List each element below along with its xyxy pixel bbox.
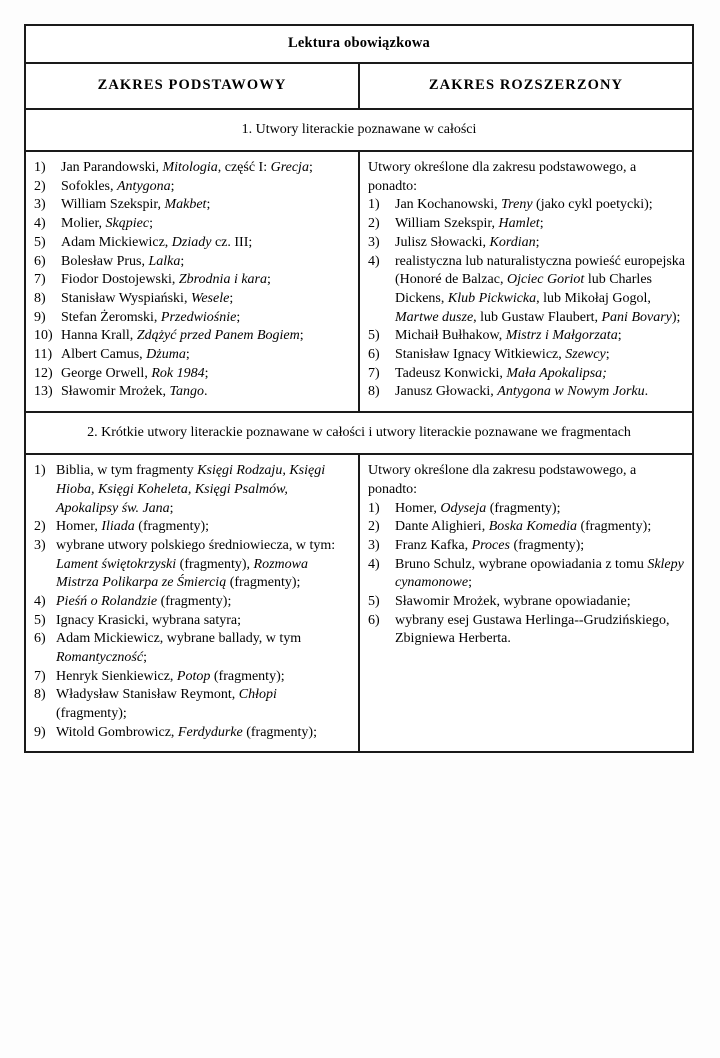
list-item-text: Tadeusz Konwicki, Mała Apokalipsa; [395,365,607,381]
reading-list-item [34,271,351,290]
list-item-marker: 5) [34,234,46,250]
section-heading: 2. Krótkie utwory literackie poznawane w całości i utwory literackie poznawane we fragmentach [25,412,693,454]
list-item-marker: 3) [34,537,46,553]
reading-list-item [368,612,685,649]
reading-list-item [368,383,685,402]
scope-header-row [25,63,693,109]
list-item-text: Henryk Sienkiewicz, Potop (fragmenty); [56,668,285,684]
reading-list-item [34,215,351,234]
list-item-marker: 7) [34,272,46,288]
list-item-marker: 6) [34,631,46,647]
list-item-marker: 2) [368,519,380,535]
list-item-text: Stefan Żeromski, Przedwiośnie; [61,309,241,325]
list-item-text: Janusz Głowacki, Antygona w Nowym Jorku. [395,384,649,400]
list-item-text: wybrane utwory polskiego średniowiecza, w tym: Lament świętokrzyski (fragmenty), Rozmowa Mistrza Polikarpa ze Śmiercią (fragmenty); [56,537,336,591]
list-item-text: Sofokles, Antygona; [61,178,175,194]
reading-list-item [34,159,351,178]
column-header-basic: ZAKRES PODSTAWOWY [25,63,359,109]
reading-list-item [34,462,351,518]
list-item-marker: 8) [368,384,380,400]
reading-list-item [34,178,351,197]
list-item-marker: 3) [34,197,46,213]
reading-list-item [34,630,351,667]
list-item-text: Jan Parandowski, Mitologia, część I: Grecja; [61,160,313,176]
list-item-marker: 6) [368,612,380,628]
list-item-text: Sławomir Mrożek, wybrane opowiadanie; [395,593,631,609]
list-item-marker: 13) [34,384,53,400]
list-item-text: Homer, Odyseja (fragmenty); [395,500,561,516]
lead-text: Utwory określone dla zakresu podstawowego, a ponadto: [368,463,637,497]
list-item-text: Michaił Bułhakow, Mistrz i Małgorzata; [395,328,622,344]
reading-list-item [34,234,351,253]
list-item-text: wybrany esej Gustawa Herlinga--Grudzińskiego, Zbigniewa Herberta. [395,612,670,647]
list-item-text: William Szekspir, Hamlet; [395,216,544,232]
reading-list-item [34,668,351,687]
list-item-text: Ignacy Krasicki, wybrana satyra; [56,612,242,628]
list-item-text: Bruno Schulz, wybrane opowiadania z tomu Sklepy cynamonowe; [395,556,684,591]
list-item-text: George Orwell, Rok 1984; [61,365,209,381]
section-1-extended-cell [359,151,693,412]
reading-list-item [368,537,685,556]
list-item-text: Bolesław Prus, Lalka; [61,253,185,269]
list-item-marker: 4) [368,556,380,572]
list-item-marker: 8) [34,687,46,703]
reading-list-item [34,365,351,384]
list-item-marker: 5) [368,328,380,344]
reading-list [368,196,685,402]
reading-list-item [34,290,351,309]
list-item-marker: 1) [368,500,380,516]
reading-list-item [34,686,351,723]
section-2-extended-cell [359,454,693,752]
list-item-marker: 6) [34,253,46,269]
section-1-content-row [25,151,693,412]
list-item-marker: 2) [34,519,46,535]
list-item-marker: 8) [34,290,46,306]
list-item-marker: 5) [34,612,46,628]
list-item-text: Homer, Iliada (fragmenty); [56,519,210,535]
list-item-text: Jan Kochanowski, Treny (jako cykl poetycki); [395,197,653,213]
list-item-marker: 7) [34,668,46,684]
list-item-text: Adam Mickiewicz, wybrane ballady, w tym Romantyczność; [56,631,302,665]
reading-list-item [34,537,351,593]
list-item-marker: 4) [368,253,380,269]
reading-list-item [368,500,685,519]
section-2-content-row [25,454,693,752]
reading-list-item [34,253,351,272]
section-2-heading-row [25,412,693,454]
list-item-text: Hanna Krall, Zdążyć przed Panem Bogiem; [61,328,304,344]
reading-list-item [34,196,351,215]
reading-list [368,500,685,650]
reading-list-item [34,346,351,365]
list-item-marker: 12) [34,365,53,381]
reading-list-item [368,196,685,215]
reading-list-item [34,309,351,328]
reading-list-item [368,556,685,593]
title-row [25,25,693,63]
list-item-marker: 9) [34,309,46,325]
reading-list [34,159,351,402]
list-item-marker: 4) [34,593,46,609]
reading-list-item [368,346,685,365]
list-item-marker: 11) [34,346,53,362]
reading-list-item [34,724,351,743]
list-item-text: Adam Mickiewicz, Dziady cz. III; [61,234,253,250]
list-item-marker: 10) [34,328,53,344]
list-item-text: Molier, Skąpiec; [61,216,153,232]
list-item-text: Pieśń o Rolandzie (fragmenty); [56,593,232,609]
list-item-text: Stanisław Ignacy Witkiewicz, Szewcy; [395,346,610,362]
section-2-basic-cell [25,454,359,752]
list-item-text: William Szekspir, Makbet; [61,197,211,213]
list-item-text: Witold Gombrowicz, Ferdydurke (fragmenty); [56,724,317,740]
reading-list-item [368,253,685,328]
section-1-heading-row [25,109,693,151]
list-item-marker: 2) [368,216,380,232]
reading-list-item [368,365,685,384]
list-item-marker: 3) [368,234,380,250]
list-item-marker: 6) [368,346,380,362]
reading-list-item [34,383,351,402]
list-item-marker: 1) [34,463,46,479]
list-item-text: Franz Kafka, Proces (fragmenty); [395,537,585,553]
lead-text: Utwory określone dla zakresu podstawowego, a ponadto: [368,160,637,194]
list-item-text: realistyczna lub naturalistyczna powieść europejska (Honoré de Balzac, Ojciec Goriot lub Charles Dickens, Klub Pickwicka, lub Mikołaj Gogol, Martwe dusze, lub Gustaw Flaubert, Pani Bovary); [395,253,685,325]
list-item-text: Władysław Stanisław Reymont, Chłopi (fragmenty); [56,687,277,722]
reading-list-item [34,593,351,612]
reading-list-item [368,234,685,253]
list-item-marker: 3) [368,537,380,553]
document-title: Lektura obowiązkowa [25,25,693,63]
reading-list-item [34,327,351,346]
reading-list-item [34,518,351,537]
table-body [25,25,693,752]
reading-list-item [368,518,685,537]
list-item-marker: 1) [34,160,46,176]
list-item-text: Stanisław Wyspiański, Wesele; [61,290,234,306]
list-item-marker: 9) [34,724,46,740]
reading-list-item [368,593,685,612]
list-item-marker: 5) [368,593,380,609]
list-item-marker: 2) [34,178,46,194]
reading-list [34,462,351,742]
column-header-extended: ZAKRES ROZSZERZONY [359,63,693,109]
section-heading: 1. Utwory literackie poznawane w całości [25,109,693,151]
reading-list-item [368,215,685,234]
list-item-text: Dante Alighieri, Boska Komedia (fragmenty); [395,519,652,535]
list-item-text: Julisz Słowacki, Kordian; [395,234,540,250]
list-item-text: Sławomir Mrożek, Tango. [61,384,208,400]
reading-list-item [34,612,351,631]
list-item-marker: 4) [34,216,46,232]
list-item-marker: 1) [368,197,380,213]
list-item-text: Fiodor Dostojewski, Zbrodnia i kara; [61,272,271,288]
list-item-marker: 7) [368,365,380,381]
list-item-text: Biblia, w tym fragmenty Księgi Rodzaju, Księgi Hioba, Księgi Koheleta, Księgi Psalmów, Apokalipsy św. Jana; [56,463,326,516]
section-1-basic-cell [25,151,359,412]
reading-list-item [368,327,685,346]
list-item-text: Albert Camus, Dżuma; [61,346,190,362]
reading-list-table [24,24,694,753]
